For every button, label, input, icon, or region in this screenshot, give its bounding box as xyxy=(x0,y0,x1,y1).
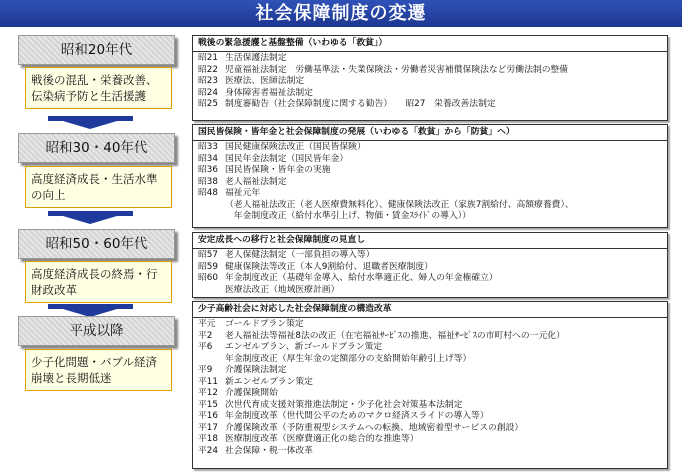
event-row xyxy=(198,273,662,285)
event-row xyxy=(198,99,662,111)
event-row xyxy=(198,377,662,389)
event-row xyxy=(198,446,662,458)
event-year: 昭22 xyxy=(198,64,218,75)
event-year: 昭36 xyxy=(198,165,218,175)
event-year: 平17 xyxy=(198,422,218,433)
event-row xyxy=(198,411,662,423)
event-text: 制度審勧告（社会保障制度に関する勧告） 昭27 栄養改善法制定 xyxy=(225,99,496,109)
event-year: 昭25 xyxy=(198,99,218,109)
panel-heading: 安定成長への移行と社会保障制度の見直し xyxy=(193,233,667,249)
event-continuation: 年金制度改正（給付水準引上げ、物価・賃金ｽﾗｲﾄﾞの導入）） xyxy=(225,211,471,221)
event-text: 医療法、医師法制定 xyxy=(225,76,305,86)
event-year: 平11 xyxy=(198,376,218,387)
event-row xyxy=(198,423,662,435)
event-year: 昭34 xyxy=(198,153,218,164)
event-year: 平15 xyxy=(198,399,218,410)
era-label-showa-30-40s xyxy=(18,133,175,163)
era-summary-showa-30-40s: 高度経済成長・生活水準の向上 xyxy=(25,166,172,208)
event-year: 平24 xyxy=(198,445,218,456)
event-year: 平16 xyxy=(198,411,218,421)
event-text: 国民年金法制定（国民皆年金） xyxy=(225,153,349,164)
event-text: 新エンゼルプラン策定 xyxy=(225,376,313,387)
event-row xyxy=(198,188,662,200)
era-summary-heisei: 少子化問題・バブル経済崩壊と長期低迷 xyxy=(25,349,172,391)
panel-heading: 国民皆保険・皆年金と社会保障制度の発展（いわゆる「救貧」から「防貧」へ） xyxy=(193,125,667,141)
down-arrow-icon xyxy=(48,116,133,129)
event-text: ゴールドプラン策定 xyxy=(225,319,304,329)
era-panel-heisei xyxy=(192,301,668,469)
event-row xyxy=(198,400,662,412)
era-label-heisei xyxy=(18,316,175,346)
event-text: 福祉元年 xyxy=(225,188,261,198)
era-label-text: 昭和30・40年代 xyxy=(45,140,148,156)
event-year: 平元 xyxy=(198,319,216,329)
era-summary-showa-50-60s: 高度経済成長の終焉・行財政改革 xyxy=(25,261,172,303)
event-row xyxy=(198,53,662,65)
event-text: 社会保障・税一体改革 xyxy=(225,445,313,456)
event-year: 昭33 xyxy=(198,142,218,152)
panel-heading: 少子高齢社会に対応した社会保障制度の構造改革 xyxy=(193,302,667,318)
event-row xyxy=(198,250,662,262)
era-panel-showa-20s xyxy=(192,35,668,121)
event-year: 昭48 xyxy=(198,188,218,198)
event-row xyxy=(198,331,662,343)
event-row xyxy=(198,354,662,366)
event-year: 昭23 xyxy=(198,76,218,86)
panel-body xyxy=(193,318,667,458)
event-text: 年金制度改正（基礎年金導入、給付水準適正化、婦人の年金権確立） xyxy=(225,273,498,283)
event-text: 介護保険法制定 xyxy=(225,365,287,375)
event-row xyxy=(198,388,662,400)
page-title: 社会保障制度の変遷 xyxy=(255,3,427,24)
event-text: エンゼルプラン、新ゴールドプラン策定 xyxy=(225,342,383,352)
event-year: 昭59 xyxy=(198,261,218,272)
era-label-text: 昭和50・60年代 xyxy=(45,236,148,252)
era-label-text: 昭和20年代 xyxy=(60,42,133,58)
event-row xyxy=(198,365,662,377)
event-text: 老人保健法制定（一部負担の導入等） xyxy=(225,250,375,260)
event-year: 平12 xyxy=(198,388,218,398)
event-row xyxy=(198,76,662,88)
event-text: 児童福祉法制定 労働基準法・失業保険法・労働者災害補償保険法など労働法制の整備 xyxy=(225,64,569,75)
era-label-showa-50-60s xyxy=(18,229,175,259)
era-panel-showa-50-60s xyxy=(192,232,668,298)
event-year: 昭57 xyxy=(198,250,218,260)
panel-body xyxy=(193,249,667,297)
era-panel-showa-30-40s xyxy=(192,124,668,228)
event-text: 国民皆保険・皆年金の実施 xyxy=(225,165,331,175)
event-text: 次世代育成支援対策推進法制定・少子化社会対策基本法制定 xyxy=(225,399,463,410)
event-text: 老人福祉法制定 xyxy=(225,176,287,187)
event-row xyxy=(198,319,662,331)
event-text: 年金制度改正（厚生年金の定額部分の支給開始年齢引上げ等） xyxy=(225,353,472,364)
event-year: 昭21 xyxy=(198,53,218,63)
panel-body xyxy=(193,141,667,224)
event-text: 年金制度改革（世代間公平のためのマクロ経済スライドの導入等） xyxy=(225,411,489,421)
event-text: 老人福祉法等福祉8法の改正（在宅福祉ｻｰﾋﾞｽの推進、福祉ｻｰﾋﾞｽの市町村への一元化） xyxy=(225,330,565,341)
event-continuation: （老人福祉法改正（老人医療費無料化）、健康保険法改正（家族7割給付、高額療養費）、 xyxy=(225,199,574,210)
event-text: 介護保険改革（予防重視型システムへの転換、地域密着型サービスの創設） xyxy=(225,422,524,433)
event-row xyxy=(198,262,662,274)
event-text: 健康保険法等改正（本人9割給付、退職者医療制度） xyxy=(225,261,433,272)
panel-heading: 戦後の緊急援護と基盤整備（いわゆる「救貧」） xyxy=(193,36,667,52)
event-row xyxy=(198,165,662,177)
panel-body xyxy=(193,52,667,112)
event-row xyxy=(198,142,662,154)
event-year xyxy=(198,354,225,366)
era-label-text: 平成以降 xyxy=(69,323,124,339)
event-year: 平18 xyxy=(198,434,218,444)
event-row xyxy=(198,342,662,354)
event-text: 生活保護法制定 xyxy=(225,53,287,63)
event-text: 身体障害者福祉法制定 xyxy=(225,87,313,98)
era-summary-showa-20s: 戦後の混乱・栄養改善、伝染病予防と生活援護 xyxy=(25,67,172,109)
event-year: 昭38 xyxy=(198,176,218,187)
event-row xyxy=(198,434,662,446)
event-row xyxy=(198,65,662,77)
event-year: 平9 xyxy=(198,365,213,375)
event-year: 平2 xyxy=(198,330,213,341)
event-text: 介護保険開始 xyxy=(225,388,278,398)
era-label-showa-20s xyxy=(18,35,175,65)
event-year: 昭24 xyxy=(198,87,218,98)
event-continuation: 医療法改正（地域医療計画） xyxy=(225,284,340,295)
event-row xyxy=(198,177,662,189)
event-row xyxy=(198,88,662,100)
event-year: 平6 xyxy=(198,342,213,352)
down-arrow-icon xyxy=(48,211,133,224)
event-text: 国民健康保険法改正（国民皆保険） xyxy=(225,142,366,152)
title-bar xyxy=(0,0,682,27)
event-text: 医療制度改革（医療費適正化の総合的な推進等） xyxy=(225,434,419,444)
event-year: 昭60 xyxy=(198,273,218,283)
event-row xyxy=(198,154,662,166)
